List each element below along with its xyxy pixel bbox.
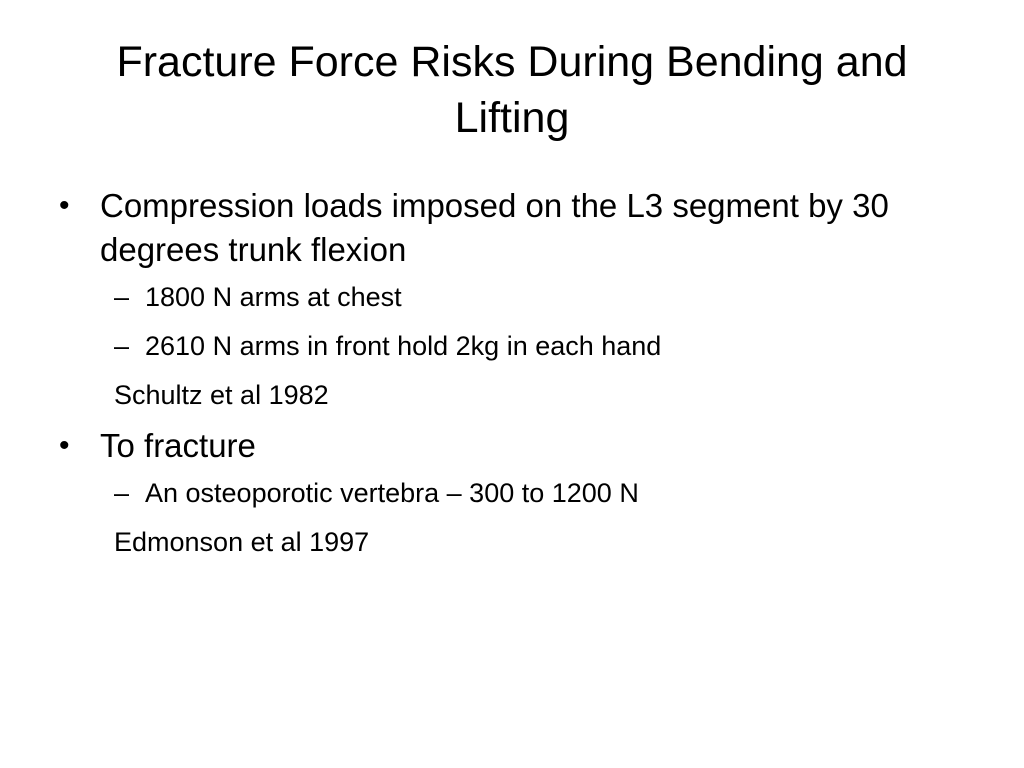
bullet-item xyxy=(56,184,956,272)
bullet-icon: • xyxy=(59,429,70,462)
dash-icon: – xyxy=(114,478,130,508)
sub-bullet-item xyxy=(56,329,956,363)
sub-bullet-text: An osteoporotic vertebra – 300 to 1200 N xyxy=(145,478,639,508)
bullet-text: To fracture xyxy=(100,427,256,464)
dash-icon: – xyxy=(114,331,130,361)
bullet-icon: • xyxy=(59,189,70,222)
sub-bullet-item xyxy=(56,280,956,314)
bullet-text: Compression loads imposed on the L3 segment by 30 degrees trunk flexion xyxy=(100,187,889,268)
citation: Schultz et al 1982 xyxy=(114,380,329,410)
dash-icon: – xyxy=(114,282,130,312)
citation: Edmonson et al 1997 xyxy=(114,527,370,557)
bullet-item xyxy=(56,424,956,468)
sub-bullet-text: 2610 N arms in front hold 2kg in each hand xyxy=(145,331,662,361)
sub-bullet-item xyxy=(56,476,956,510)
sub-bullet-text: 1800 N arms at chest xyxy=(145,282,402,312)
slide-body xyxy=(56,184,956,574)
slide-title: Fracture Force Risks During Bending and Lifting xyxy=(116,38,908,142)
